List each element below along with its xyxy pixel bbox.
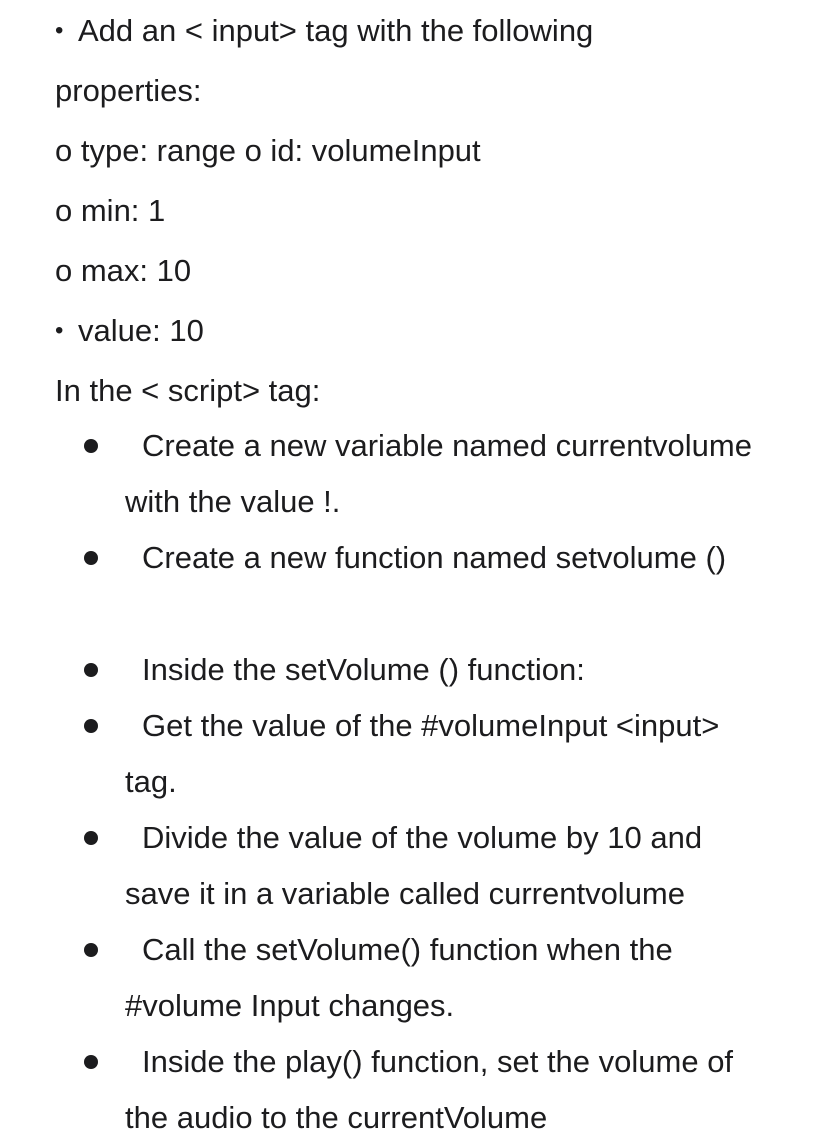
list-item-text: Create a new variable named currentvolume with the value !. xyxy=(125,428,752,519)
property-line-max: o max: 10 xyxy=(55,253,192,288)
bullet-dot-icon xyxy=(84,1055,98,1069)
value-text: value: 10 xyxy=(78,313,204,348)
bullet-dot-icon xyxy=(84,663,98,677)
bullet-dot-icon xyxy=(84,831,98,845)
list-item-text: Inside the setVolume () function: xyxy=(142,652,585,687)
small-bullet: • xyxy=(55,317,64,344)
properties-intro-line-1 xyxy=(55,11,593,51)
list-item-text: Divide the value of the volume by 10 and save it in a variable called currentvolume xyxy=(125,820,703,911)
small-bullet: • xyxy=(55,17,64,44)
script-heading: In the < script> tag: xyxy=(55,373,321,408)
bullet-dot-icon xyxy=(84,943,98,957)
list-item-text: Create a new function named setvolume () xyxy=(142,540,727,575)
bullet-dot-icon xyxy=(84,439,98,453)
bullet-dot-icon xyxy=(84,551,98,565)
properties-intro-text: Add an < input> tag with the following xyxy=(78,13,594,48)
list-item-text: Inside the play() function, set the volume of the audio to the currentVolume xyxy=(125,1044,734,1135)
property-line-value xyxy=(55,311,204,351)
bullet-dot-icon xyxy=(84,719,98,733)
property-line-min: o min: 1 xyxy=(55,193,166,228)
properties-intro-line-2: properties: xyxy=(55,73,202,108)
list-item-text: Call the setVolume() function when the #volume Input changes. xyxy=(125,932,673,1023)
property-line-type-id: o type: range o id: volumeInput xyxy=(55,133,481,168)
list-item-text: Get the value of the #volumeInput <input> tag. xyxy=(125,708,720,799)
